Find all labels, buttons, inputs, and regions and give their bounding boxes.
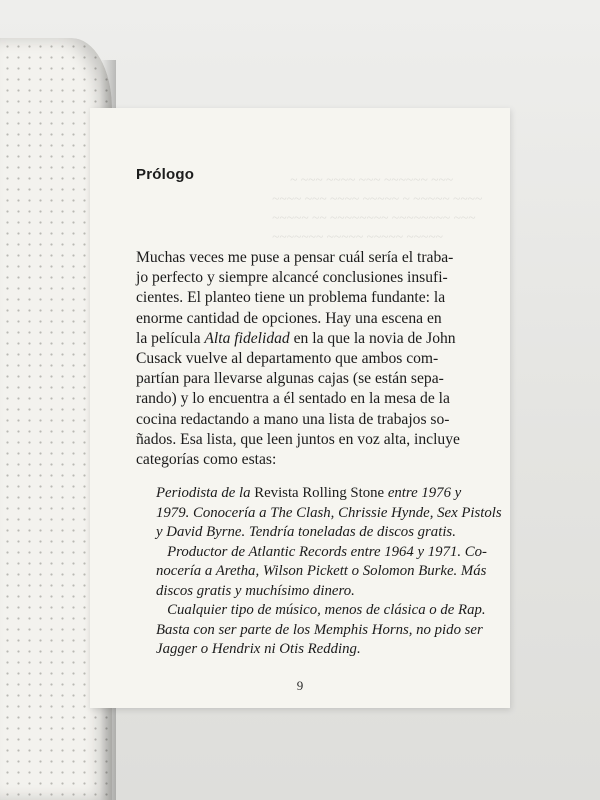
text-segment: partían para llevarse algunas cajas (se están sepa- — [136, 370, 444, 388]
italic-text: discos gratis y muchísimo dinero. — [156, 582, 355, 599]
text-line — [156, 582, 510, 602]
quoted-list — [156, 484, 510, 660]
italic-text: entre 1976 y — [384, 485, 462, 501]
italic-text: Periodista de la — [156, 485, 255, 501]
italic-text: y David Byrne. Tendría toneladas de discos gratis. — [156, 524, 456, 540]
text-line — [156, 504, 510, 524]
text-segment: Muchas veces me puse a pensar cuál sería el traba- — [136, 249, 454, 266]
text-line — [136, 410, 510, 430]
text-line — [156, 640, 510, 660]
text-segment: jo perfecto y siempre alcancé conclusiones insufi- — [136, 269, 448, 287]
text-line — [156, 523, 510, 543]
book-page — [90, 108, 510, 708]
text-line — [136, 288, 510, 308]
text-segment: Revista Rolling Stone — [254, 485, 385, 501]
text-segment: cientes. El planteo tiene un problema fundante: la — [136, 289, 446, 307]
italic-text: Jagger o Hendrix ni Otis Redding. — [156, 641, 361, 657]
text-line — [136, 450, 510, 470]
text-segment: la película — [136, 329, 205, 347]
show-through-text: ~ ~~~ ~~~~ ~~~ ~~~~~~ ~~~ — [290, 172, 453, 187]
text-line — [136, 309, 510, 329]
italic-text: Alta fidelidad — [204, 329, 290, 347]
show-through-text: ~~~~~~~ ~~~~~ ~~~~~ ~~~~~ — [272, 229, 443, 244]
text-line — [136, 248, 510, 268]
text-line — [156, 601, 510, 621]
italic-text: Cualquier tipo de músico, menos de clásica o de Rap. — [156, 602, 486, 618]
text-line — [136, 268, 510, 288]
text-segment: Cusack vuelve al departamento que ambos com- — [136, 349, 439, 367]
text-line — [156, 543, 510, 563]
page-number: 9 — [296, 678, 304, 693]
text-line — [156, 621, 510, 641]
text-line — [156, 562, 510, 582]
text-line — [156, 484, 510, 504]
text-segment: enorme cantidad de opciones. Hay una escena en — [136, 309, 442, 327]
italic-text: Basta con ser parte de los Memphis Horns, no pido ser — [156, 621, 483, 638]
italic-text: nocería a Aretha, Wilson Pickett o Solomon Burke. Más — [156, 563, 487, 579]
italic-text: 1979. Conocería a The Clash, Chrissie Hynde, Sex Pistols — [156, 504, 502, 521]
show-through-text: ~~~~ ~~~ ~~~~ ~~~~~ ~ ~~~~~ ~~~~ — [272, 191, 483, 206]
italic-text: Productor de Atlantic Records entre 1964 y 1971. Co- — [156, 543, 487, 560]
text-line — [136, 369, 510, 389]
text-segment: cocina redactando a mano una lista de trabajos so- — [136, 410, 450, 428]
show-through-text: ~~~~~ ~~ ~~~~~~~~ ~~~~~~~~ ~~~ — [272, 210, 476, 225]
text-segment: rando) y lo encuentra a él sentado en la mesa de la — [136, 390, 450, 408]
chapter-heading: Prólogo — [136, 166, 195, 183]
text-segment: categorías como estas: — [136, 450, 277, 468]
text-segment: en la que la novia de John — [289, 329, 456, 347]
text-line — [136, 430, 510, 450]
text-segment: ñados. Esa lista, que leen juntos en voz alta, incluye — [136, 430, 460, 448]
text-line — [136, 389, 510, 409]
text-line — [136, 349, 510, 369]
body-paragraph — [136, 248, 510, 470]
text-line — [136, 329, 510, 349]
